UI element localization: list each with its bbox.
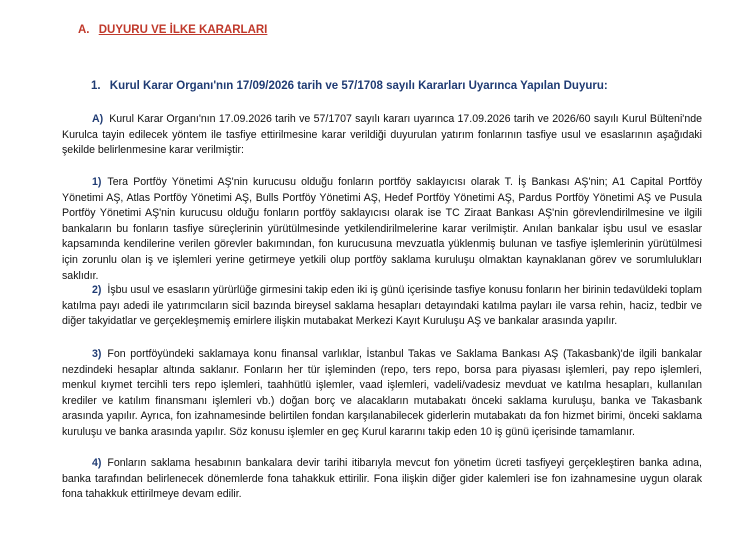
section-title	[78, 24, 267, 36]
announcement-heading	[91, 80, 608, 92]
paragraph-text: Fon portföyündeki saklamaya konu finansal varlıklar, İstanbul Takas ve Saklama Bankası AŞ (Takasbank)'de ilgili bankalar nezdindeki hesaplar altında saklanır. Fonların her tür işleminden (repo, ters repo, borsa para piyasası işlemleri, pay repo işlemleri, menkul kıymet tercihli ters repo işlemleri, taahhütlü işlemler, vaad işlemleri, vadeli/vadesiz mevduat ve katılma hesapları, kullanılan krediler ve katılım finansmanı işlemleri vb.) doğan borç ve alacakların mutabakatı önceki saklama kuruluşu, banka ve Takasbank arasında yapılır. Ayrıca, fon izahnamesinde belirtilen fondan karşılanabilecek giderlerin mutabakatı da fon hizmet birimi, önceki saklama kuruluşu ve banka arasında yapılır. Söz konusu işlemler en geç Kurul kararını takip eden 10 iş günü içerisinde tamamlanır.	[62, 348, 702, 438]
paragraph-a	[62, 112, 702, 159]
paragraph-text: Kurul Karar Organı'nın 17.09.2026 tarih ve 57/1707 sayılı kararı uyarınca 17.09.2026 tarih ve 2026/60 sayılı Kurul Bülteni'nde Kurulca tayin edilecek yöntem ile tasfiye ettirilmesine karar verildiği duyurulan yatırım fonlarının tasfiye usul ve esaslarının aşağıdaki şekilde belirlenmesine karar verilmiştir:	[62, 113, 702, 157]
announcement-heading-text: Kurul Karar Organı'nın 17/09/2026 tarih ve 57/1708 sayılı Kararları Uyarınca Yapılan Duyuru:	[109, 80, 608, 92]
paragraph-text: İşbu usul ve esasların yürürlüğe girmesini takip eden iki iş günü içerisinde tasfiye konusu fonların her birinin tedavüldeki toplam katılma payı adedi ile yatırımcıların sicil bazında bireysel saklama hesapları detayındaki katılma payları ile varsa rehin, haciz, tedbir ve diğer takyidatlar ve gerçekleşmemiş emirlere ilişkin mutabakat Merkezi Kayıt Kuruluşu AŞ ve bankalar arasında yapılır.	[62, 284, 702, 328]
paragraph-2	[62, 283, 702, 330]
paragraph-4	[62, 456, 702, 503]
paragraph-1	[62, 175, 702, 284]
paragraph-3	[62, 347, 702, 441]
paragraph-text: Tera Portföy Yönetimi AŞ'nin kurucusu olduğu fonların portföy saklayıcısı olarak T. İş Bankası AŞ'nin; A1 Capital Portföy Yönetimi AŞ, Atlas Portföy Yönetimi AŞ, Bulls Portföy Yönetimi AŞ, Hedef Portföy Yönetimi AŞ, Pardus Portföy Yönetimi AŞ ve Pusula Portföy Yönetimi AŞ'nin kurucusu olduğu fonların portföy saklayıcısı olarak ise TC Ziraat Bankası AŞ'nin görevlendirilmesine ve ilgili bankaların bu fonların tasfiye süreçlerinin yürütülmesinde yetkilendirilmelerine karar verilmiştir. Anılan bankalar işbu usul ve esaslar kapsamında kendilerine verilen görevler bakımından, fon kurucusuna mevzuatla yüklenmiş bulunan ve tasfiye işlemlerinin yürütülmesi için zorunlu olan iş ve işlemleri yerine getirmeye yetkili olup portföy saklama kuruluşu olmaktan kaynaklanan görev ve sorumlulukları saklıdır.	[62, 176, 702, 282]
section-number: A.	[78, 24, 90, 36]
paragraph-text: Fonların saklama hesabının bankalara devir tarihi itibarıyla mevcut fon yönetim ücreti tasfiyeyi gerçekleştiren banka adına, banka tarafından belirlenecek dönemlerde fona tahakkuk ettirilir. Fona ilişkin diğer gider kalemleri ise fon izahnamesine uygun olarak fona tahakkuk ettirilmeye devam edilir.	[62, 457, 702, 501]
section-title-text: DUYURU VE İLKE KARARLARI	[98, 24, 268, 36]
paragraph-marker: A)	[92, 113, 104, 125]
announcement-number: 1.	[91, 80, 101, 92]
paragraph-marker: 2)	[92, 284, 102, 296]
paragraph-marker: 4)	[92, 457, 102, 469]
paragraph-marker: 1)	[92, 176, 102, 188]
paragraph-marker: 3)	[92, 348, 102, 360]
